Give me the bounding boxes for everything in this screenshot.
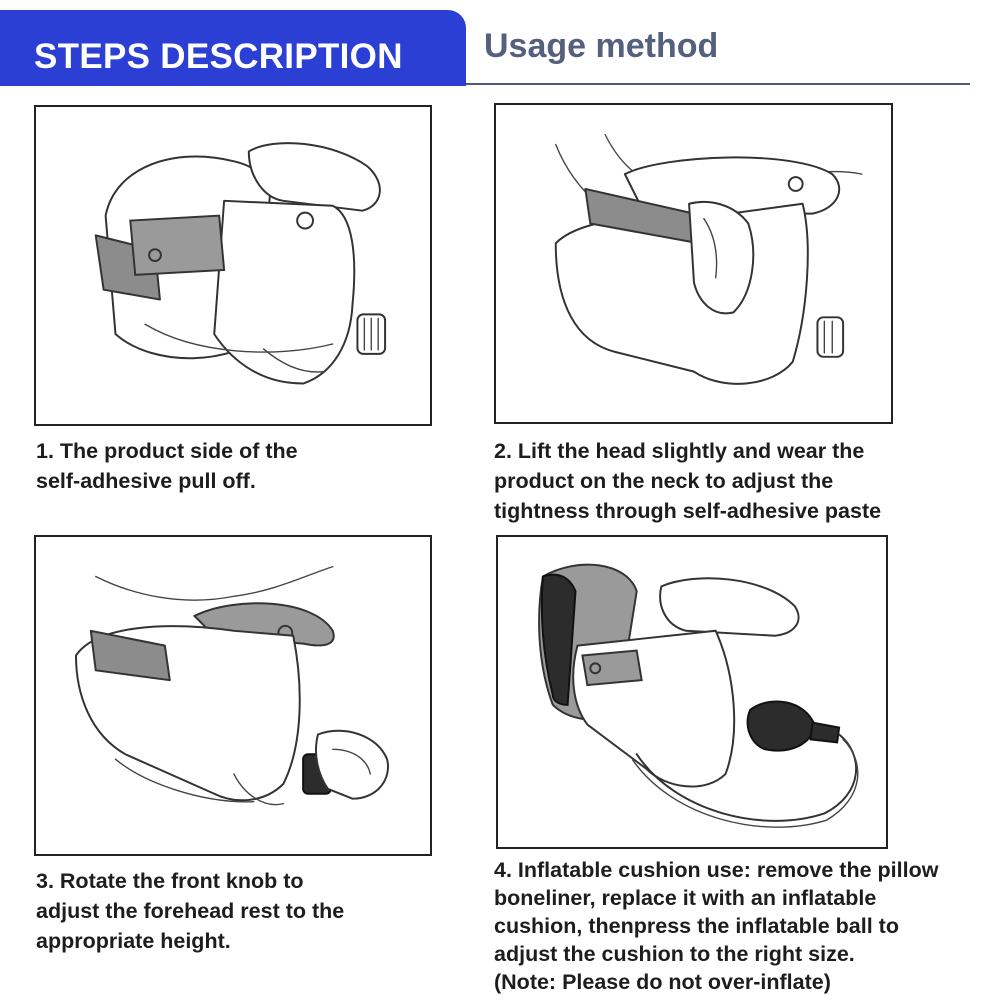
step-4-caption [494, 856, 938, 996]
step-1-caption-line: self-adhesive pull off. [36, 469, 256, 493]
step-1-illustration-frame [34, 105, 432, 426]
step-2-caption-line: tightness through self-adhesive paste [494, 499, 882, 523]
section-title: STEPS DESCRIPTION [34, 37, 403, 76]
step-4-caption-line: (Note: Please do not over-inflate) [494, 970, 831, 994]
step-4-illustration-frame [496, 535, 888, 849]
step-3-caption-line: appropriate height. [36, 929, 231, 953]
section-subtitle: Usage method [484, 27, 719, 65]
step-3-caption-line: 3. Rotate the front knob to [36, 869, 304, 893]
step-2-caption [494, 436, 881, 526]
step-1-caption-line: 1. The product side of the [36, 439, 298, 463]
header-divider [466, 83, 970, 85]
step-1-caption [36, 436, 298, 496]
step-4-caption-line: 4. Inflatable cushion use: remove the pillow [494, 858, 939, 882]
step-3-caption-line: adjust the forehead rest to the [36, 899, 345, 923]
step-4-caption-line: boneliner, replace it with an inflatable [494, 886, 877, 910]
neck-brace-strap-illustration [36, 107, 430, 424]
step-3-caption [36, 866, 344, 956]
step-3-illustration-frame [34, 535, 432, 856]
step-2-illustration-frame [494, 103, 893, 424]
step-2-caption-line: product on the neck to adjust the [494, 469, 834, 493]
step-4-caption-line: adjust the cushion to the right size. [494, 942, 855, 966]
neck-brace-knob-illustration [36, 537, 430, 854]
step-2-caption-line: 2. Lift the head slightly and wear the [494, 439, 865, 463]
step-4-caption-line: cushion, thenpress the inflatable ball to [494, 914, 899, 938]
section-header-tab [0, 10, 466, 86]
neck-brace-wearing-illustration [496, 105, 891, 422]
neck-brace-inflation-illustration [498, 537, 886, 847]
